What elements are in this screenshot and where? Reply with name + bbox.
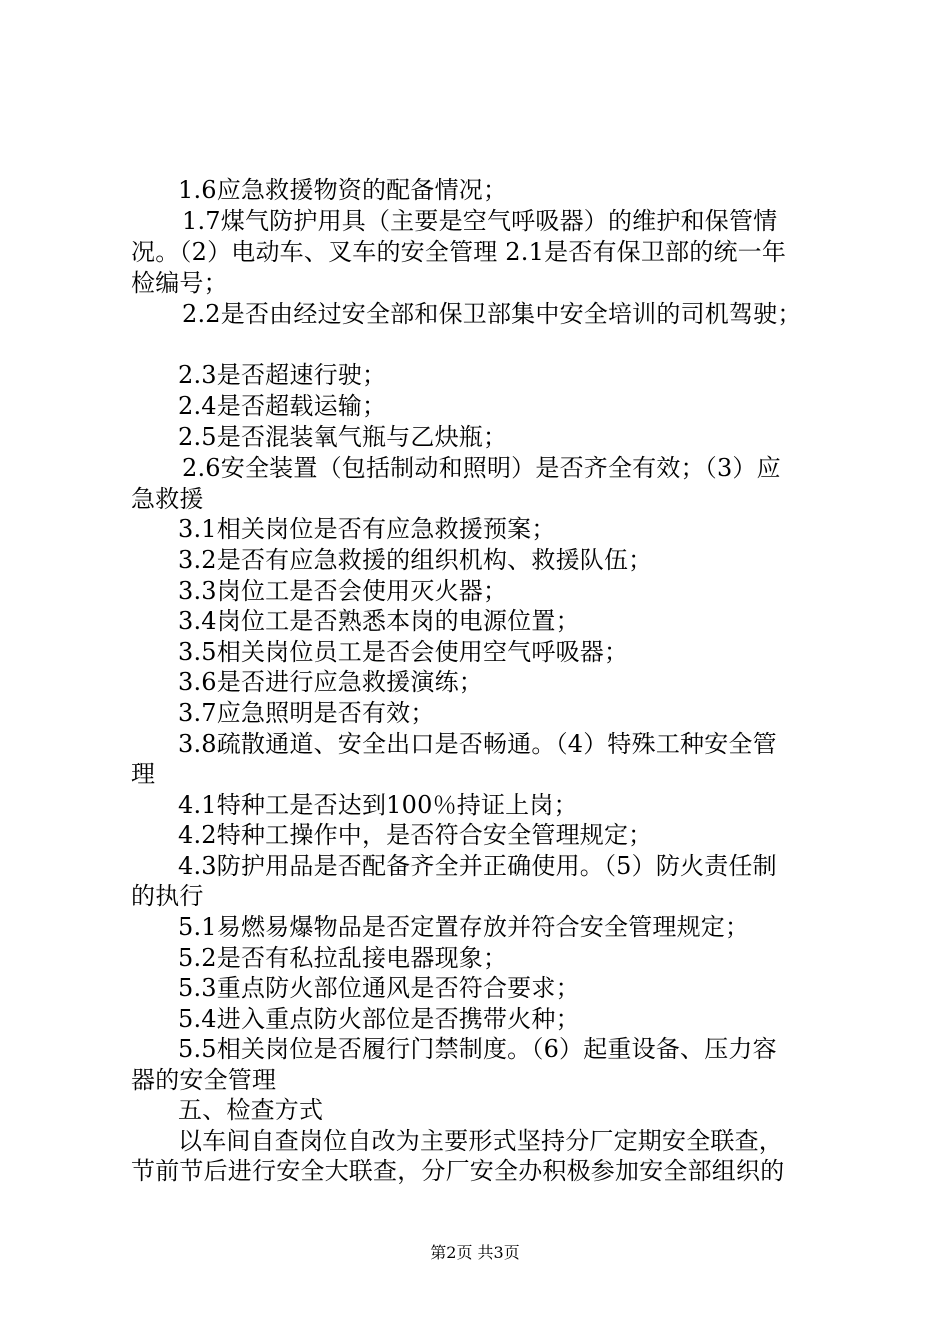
text-line: 3.2是否有应急救援的组织机构、救援队伍； [178,546,653,574]
text-line: 2.3是否超速行驶； [178,361,387,389]
text-line: 2.5是否混装氧气瓶与乙炔瓶； [178,423,508,451]
text-line: 3.5相关岗位员工是否会使用空气呼吸器； [178,638,629,666]
text-line: 5.2是否有私拉乱接电器现象； [178,944,508,972]
text-line: 1.6应急救援物资的配备情况； [178,176,508,204]
text-line: 2.6安全装置（包括制动和照明）是否齐全有效；（3）应 [182,454,781,482]
text-line: 检编号； [131,269,228,297]
text-line: 的执行 [131,882,204,910]
page-number-footer: 第2页 共3页 [430,1243,520,1262]
text-line: 3.6是否进行应急救援演练； [178,668,483,696]
text-line: 节前节后进行安全大联查，分厂安全办积极参加安全部组织的 [131,1157,785,1185]
text-line: 3.8疏散通道、安全出口是否畅通。（4）特殊工种安全管 [178,730,777,758]
text-line: 4.3防护用品是否配备齐全并正确使用。（5）防火责任制 [178,852,777,880]
text-line: 3.4岗位工是否熟悉本岗的电源位置； [178,607,580,635]
text-line: 5.5相关岗位是否履行门禁制度。（6）起重设备、压力容 [178,1035,777,1063]
section-heading: 五、检查方式 [178,1096,324,1124]
text-line: 4.2特种工操作中，是否符合安全管理规定； [178,821,653,849]
text-line: 以车间自查岗位自改为主要形式坚持分厂定期安全联查， [178,1127,783,1155]
text-line: 5.1易燃易爆物品是否定置存放并符合安全管理规定； [178,913,750,941]
text-line: 2.2是否由经过安全部和保卫部集中安全培训的司机驾驶； [182,300,802,328]
text-line: 4.1特种工是否达到100％持证上岗； [178,791,578,819]
text-line: 5.4进入重点防火部位是否携带火种； [178,1005,580,1033]
text-line: 3.7应急照明是否有效； [178,699,435,727]
text-line: 1.7煤气防护用具（主要是空气呼吸器）的维护和保管情 [182,207,778,235]
text-line: 3.1相关岗位是否有应急救援预案； [178,515,556,543]
text-line: 器的安全管理 [131,1066,277,1094]
text-line: 5.3重点防火部位通风是否符合要求； [178,974,580,1002]
text-line: 理 [131,760,156,788]
text-line: 急救援 [131,485,204,513]
text-line: 2.4是否超载运输； [178,392,387,420]
text-line: 况。（2）电动车、叉车的安全管理 2.1是否有保卫部的统一年 [131,238,787,266]
text-line: 3.3岗位工是否会使用灭火器； [178,577,508,605]
